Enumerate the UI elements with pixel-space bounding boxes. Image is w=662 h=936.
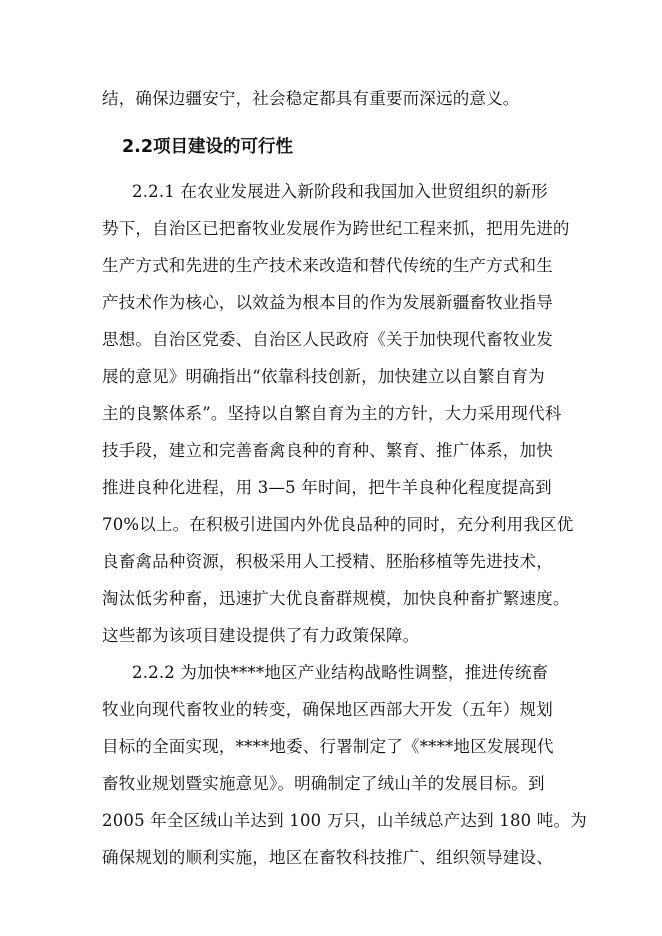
paragraph-line: 推进良种化进程，用 3—5 年时间，把牛羊良种化程度提高到: [102, 478, 552, 497]
paragraph-line: 2005 年全区绒山羊达到 100 万只，山羊绒总产达到 180 吨。为: [102, 811, 587, 830]
paragraph-line: 这些都为该项目建设提供了有力政策保障。: [102, 626, 420, 645]
paragraph-line: 思想。自治区党委、自治区人民政府《关于加快现代畜牧业发: [102, 330, 553, 349]
paragraph-line: 展的意见》明确指出“依靠科技创新，加快建立以自繁自育为: [102, 367, 545, 386]
paragraph-line: 确保规划的顺利实施，地区在畜牧科技推广、组织领导建设、: [102, 848, 553, 867]
paragraph-line: 目标的全面实现，****地委、行署制定了《****地区发展现代: [102, 737, 554, 756]
paragraph-line: 淘汰低劣种畜，迅速扩大优良畜群规模，加快良种畜扩繁速度。: [102, 589, 570, 608]
paragraph-line: 势下，自治区已把畜牧业发展作为跨世纪工程来抓，把用先进的: [102, 219, 570, 238]
section-heading: 2.2项目建设的可行性: [122, 137, 294, 157]
paragraph-line: 良畜禽品种资源，积极采用人工授精、胚胎移植等先进技术，: [102, 552, 553, 571]
paragraph-line: 产技术作为核心，以效益为根本目的作为发展新疆畜牧业指导: [102, 293, 553, 312]
intro-line: 结，确保边疆安宁，社会稳定都具有重要而深远的意义。: [102, 89, 520, 108]
paragraph-line: 2.2.1 在农业发展进入新阶段和我国加入世贸组织的新形: [132, 182, 548, 201]
paragraph-line: 牧业向现代畜牧业的转变，确保地区西部大开发（五年）规划: [102, 700, 553, 719]
paragraph-line: 技手段，建立和完善畜禽良种的育种、繁育、推广体系，加快: [102, 441, 553, 460]
paragraph-line: 生产方式和先进的生产技术来改造和替代传统的生产方式和生: [102, 256, 553, 275]
paragraph-line: 主的良繁体系”。坚持以自繁自育为主的方针，大力采用现代科: [102, 404, 562, 423]
paragraph-line: 2.2.2 为加快****地区产业结构战略性调整，推进传统畜: [132, 663, 549, 682]
paragraph-line: 畜牧业规划暨实施意见》。明确制定了绒山羊的发展目标。到: [102, 774, 545, 793]
paragraph-line: 70%以上。在积极引进国内外优良品种的同时，充分利用我区优: [102, 515, 574, 534]
